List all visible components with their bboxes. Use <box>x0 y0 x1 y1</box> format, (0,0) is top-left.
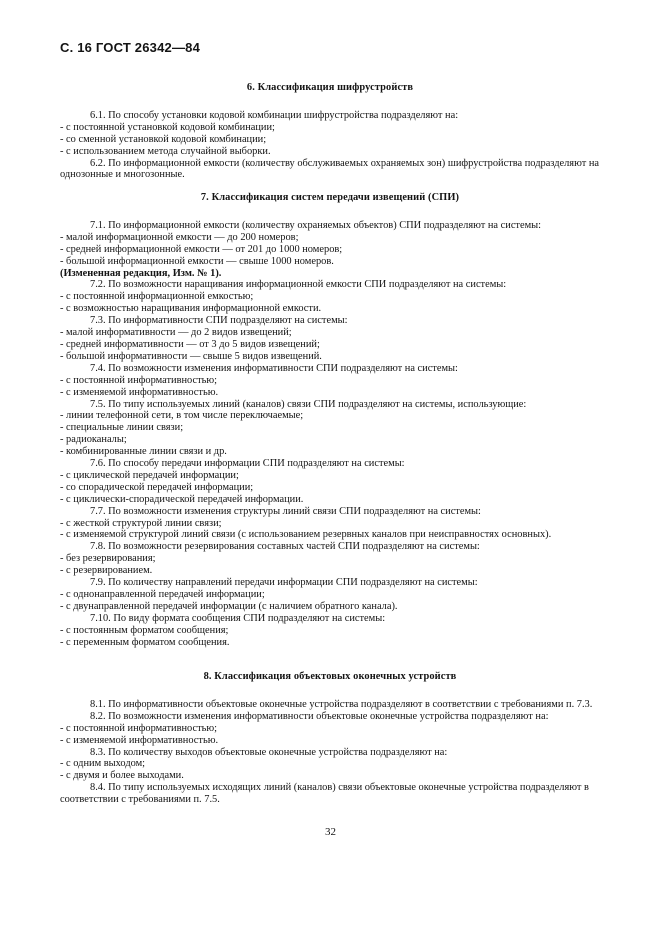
list-item: - с двумя и более выходами. <box>60 770 184 782</box>
list-item: - с постоянной установкой кодовой комбинации; <box>60 121 275 133</box>
clause-paragraph: 7.6. По способу передачи информации СПИ подразделяют на системы: <box>90 458 405 470</box>
list-item: - с использованием метода случайной выборки. <box>60 145 271 157</box>
section-title: 6. Классификация шифрустройств <box>246 82 414 93</box>
list-item: - с жесткой структурой линии связи; <box>60 517 222 529</box>
clause-paragraph: 7.5. По типу используемых линий (каналов) связи СПИ подразделяют на системы, использующие: <box>90 398 527 410</box>
list-item: - с изменяемой информативностью. <box>60 386 219 398</box>
list-item: - с изменяемой структурой линий связи (с использованием резервных каналов при неисправностях основных). <box>60 529 552 541</box>
clause-paragraph: 7.4. По возможности изменения информативности СПИ подразделяют на системы: <box>90 362 458 374</box>
list-item: - средней информативности — от 3 до 5 видов извещений; <box>60 338 320 350</box>
amendment-note: (Измененная редакция, Изм. № 1). <box>60 267 222 279</box>
clause-paragraph: 7.2. По возможности наращивания информационной емкости СПИ подразделяют на системы: <box>90 279 507 291</box>
clause-paragraph: 6.2. По информационной емкости (количеству обслуживаемых охраняемых зон) шифрустройства подразделяют на однозонные и многозонные. <box>60 157 600 181</box>
list-item: - средней информационной емкости — от 201 до 1000 номеров; <box>60 243 343 255</box>
list-item: - линии телефонной сети, в том числе переключаемые; <box>60 410 304 422</box>
list-item: - со сменной установкой кодовой комбинации; <box>60 133 267 145</box>
page-number: 32 <box>325 826 336 838</box>
clause-paragraph: 7.3. По информативности СПИ подразделяют на системы: <box>90 315 348 327</box>
list-item: - с циклически-спорадической передачей информации. <box>60 493 304 505</box>
list-item: - с постоянной информативностью; <box>60 374 218 386</box>
clause-paragraph: 7.10. По виду формата сообщения СПИ подразделяют на системы: <box>90 612 386 624</box>
list-item: - радиоканалы; <box>60 434 127 446</box>
list-item: - с одним выходом; <box>60 758 146 770</box>
clause-paragraph: 8.4. По типу используемых исходящих линий (каналов) связи объектовые оконечные устройства подразделяют в соответствии с требованиями п. 7.5. <box>60 782 589 806</box>
list-item: - с циклической передачей информации; <box>60 469 239 481</box>
list-item: - с однонаправленной передачей информации; <box>60 589 265 600</box>
clause-paragraph: 7.1. По информационной емкости (количеству охраняемых объектов) СПИ подразделяют на системы: <box>90 219 542 231</box>
list-item: - с изменяемой информативностью. <box>60 734 219 746</box>
clause-paragraph: 8.3. По количеству выходов объектовые оконечные устройства подразделяют на: <box>90 746 448 758</box>
clause-paragraph: 6.1. По способу установки кодовой комбинации шифрустройства подразделяют на: <box>90 109 459 121</box>
list-item: - малой информативности — до 2 видов извещений; <box>60 327 292 339</box>
clause-paragraph: 7.7. По возможности изменения структуры линий связи СПИ подразделяют на системы: <box>90 505 481 517</box>
list-item: - с возможностью наращивания информационной емкости. <box>60 303 322 315</box>
list-item: - с переменным форматом сообщения. <box>60 636 230 648</box>
list-item: - большой информационной емкости — свыше 1000 номеров. <box>60 255 334 267</box>
list-item: - без резервирования; <box>60 553 156 565</box>
list-item: - комбинированные линии связи и др. <box>60 446 227 458</box>
section-title: 7. Классификация систем передачи извещений (СПИ) <box>200 192 460 203</box>
list-item: - с постоянной информативностью; <box>60 722 218 734</box>
section-title: 8. Классификация объектовых оконечных устройств <box>203 671 457 682</box>
section-7 <box>60 192 600 649</box>
section-8 <box>60 671 600 806</box>
page-header: С. 16 ГОСТ 26342—84 <box>60 40 201 55</box>
section-6 <box>60 82 600 181</box>
list-item: - большой информативности — свыше 5 видов извещений. <box>60 350 322 362</box>
list-item: - с постоянной информационной емкостью; <box>60 291 254 303</box>
list-item: - малой информационной емкости — до 200 номеров; <box>60 231 299 243</box>
list-item: - с постоянным форматом сообщения; <box>60 624 229 636</box>
list-item: - с двунаправленной передачей информации (с наличием обратного канала). <box>60 600 398 612</box>
clause-paragraph: 7.9. По количеству направлений передачи информации СПИ подразделяют на системы: <box>90 577 478 589</box>
list-item: - специальные линии связи; <box>60 422 184 434</box>
clause-paragraph: 8.2. По возможности изменения информативности объектовые оконечные устройства подразделяют на: <box>90 710 549 722</box>
list-item: - с резервированием. <box>60 565 153 577</box>
clause-paragraph: 8.1. По информативности объектовые оконечные устройства подразделяют в соответствии с требованиями п. 7.3. <box>90 698 593 710</box>
list-item: - со спорадической передачей информации; <box>60 481 254 493</box>
clause-paragraph: 7.8. По возможности резервирования составных частей СПИ подразделяют на системы: <box>90 541 480 553</box>
